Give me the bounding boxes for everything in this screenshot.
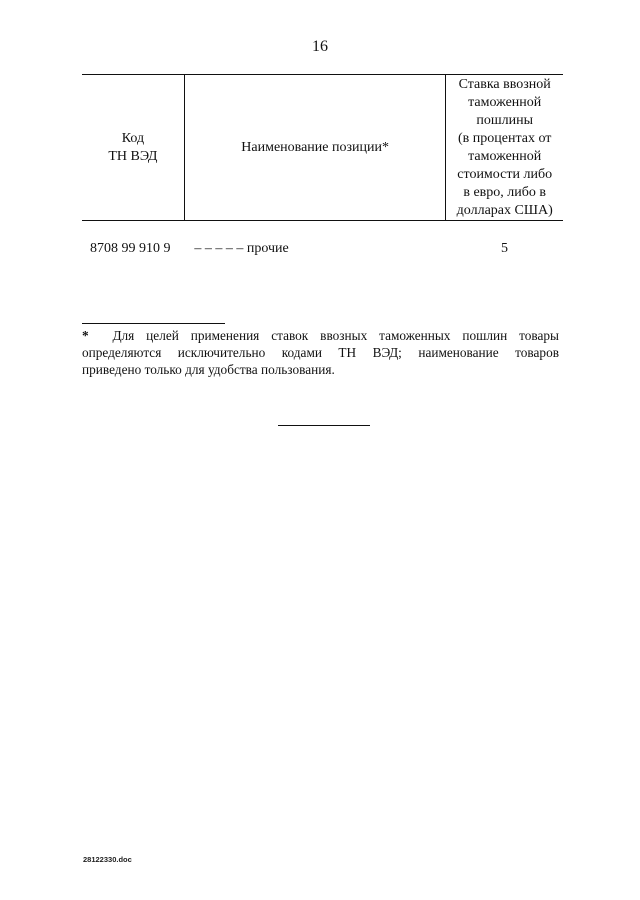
header-rate-line: (в процентах от (457, 131, 552, 146)
header-rate-line: Ставка ввозной (458, 77, 551, 92)
header-code-line: ТН ВЭД (108, 148, 158, 164)
page-number: 16 (312, 38, 328, 55)
footnote-line-1 (82, 327, 559, 344)
header-code (82, 75, 184, 221)
table-row (82, 221, 563, 258)
row-code: 8708 99 910 9 (90, 241, 171, 256)
footnote (82, 327, 559, 378)
tariff-table (82, 74, 563, 257)
table-header-row (82, 75, 563, 221)
row-rate: 5 (500, 241, 508, 256)
footnote-marker: * (82, 328, 89, 343)
footnote-line-2: определяются исключительно кодами ТН ВЭД; наименование товаров (82, 345, 559, 360)
file-reference: 28122330.doc (83, 855, 132, 864)
row-name: – – – – – прочие (194, 241, 289, 256)
header-rate-line: таможенной (468, 95, 542, 110)
footnote-separator (82, 323, 225, 324)
footnote-text: Для целей применения ставок ввозных таможенных пошлин товары (112, 328, 559, 343)
header-code-line: Код (121, 130, 145, 146)
header-rate-line: долларах США) (456, 203, 553, 218)
header-rate (446, 75, 563, 221)
header-rate-line: стоимости либо (457, 167, 553, 182)
end-separator (278, 425, 370, 426)
header-name: Наименование позиции* (184, 75, 446, 221)
header-rate-line: таможенной (468, 149, 542, 164)
header-rate-line: пошлины (476, 113, 534, 128)
header-rate-line: в евро, либо в (463, 185, 547, 200)
footnote-line-3: приведено только для удобства пользования. (82, 362, 335, 377)
